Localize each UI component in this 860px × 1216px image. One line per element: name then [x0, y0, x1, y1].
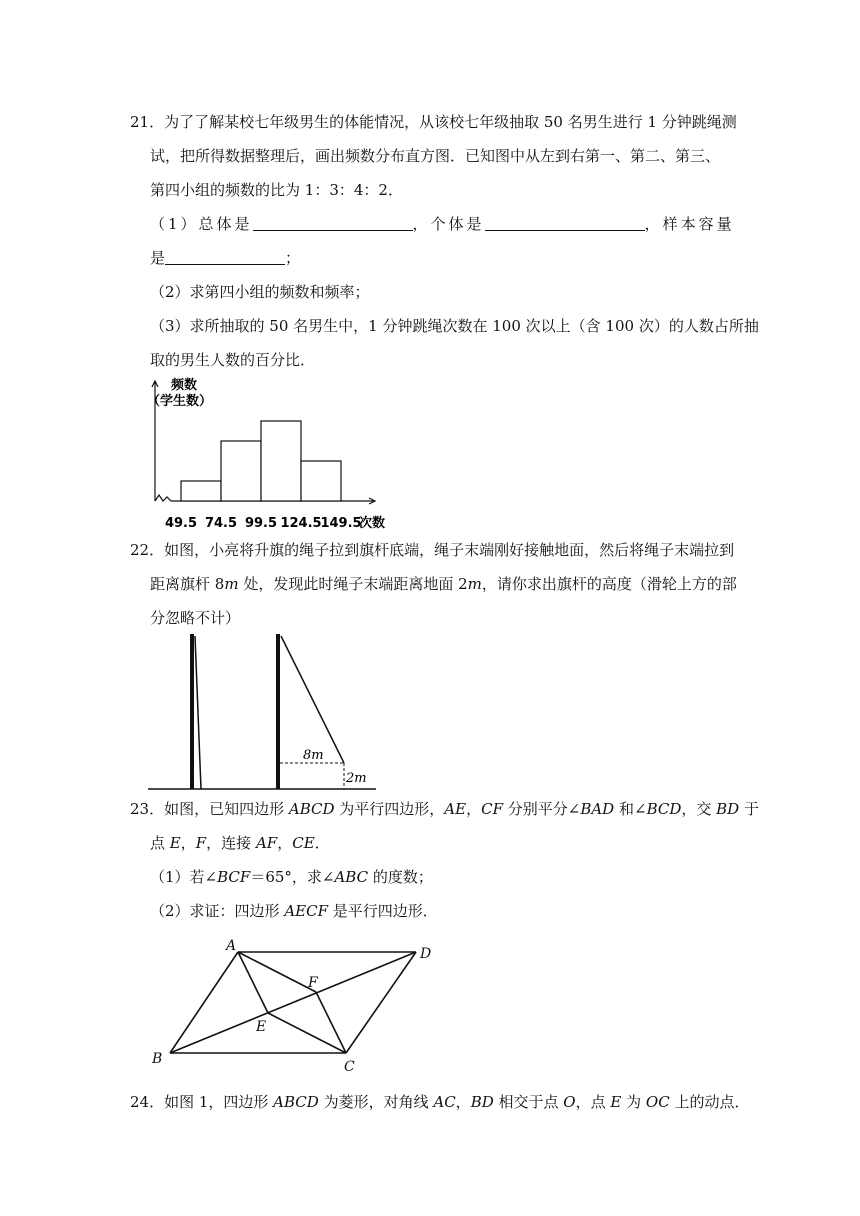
q23-e: E [169, 834, 181, 852]
q22-line-1: 22．如图，小亮将升旗的绳子拉到旗杆底端，绳子末端刚好接触地面，然后将绳子末端拉到 [130, 541, 735, 559]
q23-t2: 为平行四边形， [334, 800, 445, 818]
q23-line-2 [150, 833, 330, 853]
segment-ce [268, 1013, 346, 1053]
q21-line-1: 21．为了了解某校七年级男生的体能情况，从该校七年级抽取 50 名男生进行 1 分钟跳绳测 [130, 113, 737, 131]
q23-t11: ， [277, 834, 293, 852]
q23-p2-t1: （2）求证：四边形 [150, 902, 285, 920]
q23-part-1 [150, 867, 433, 887]
q23-abcd: ABCD [288, 800, 335, 818]
vertex-d-label: D [420, 946, 432, 962]
flagpole-figure [148, 632, 380, 792]
q23-bad: BAD [580, 800, 615, 818]
segment-cf [316, 992, 346, 1053]
label-2m: 2m [346, 771, 367, 786]
side-ab [170, 952, 238, 1053]
q23-bcd: BCD [646, 800, 682, 818]
q21-part-3-cont: 取的男生人数的百分比． [150, 351, 316, 369]
q24-bd: BD [470, 1093, 494, 1111]
histogram-bar [261, 421, 301, 501]
q23-t6: ，交 [681, 800, 717, 818]
vertex-c-label: C [344, 1059, 355, 1075]
q23-ce: CE [292, 834, 315, 852]
q24-t4: 相交于点 [493, 1093, 564, 1111]
point-f-label: F [308, 975, 318, 991]
q23-t10: ，连接 [206, 834, 256, 852]
q21-part-1-cont [150, 248, 300, 268]
q23-ae: AE [444, 800, 467, 818]
vertex-a-label: A [226, 938, 237, 954]
q22-text-c: ，请你求出旗杆的高度（滑轮上方的部 [481, 575, 737, 593]
q23-p1-abc: ABC [334, 868, 369, 886]
histogram-bar [181, 481, 221, 501]
x-tick-label: 74.5 [204, 516, 238, 531]
x-tick-label: 99.5 [244, 516, 278, 531]
q23-part-2 [150, 901, 438, 921]
q23-t3: ， [466, 800, 482, 818]
q21-line-3: 第四小组的频数的比为 1：3：4：2． [150, 181, 403, 199]
q23-t12: ． [314, 834, 330, 852]
answer-blank-total[interactable] [253, 215, 413, 231]
q21-line-2: 试，把所得数据整理后，画出频数分布直方图．已知图中从左到右第一、第二、第三、 [150, 147, 721, 165]
histogram-chart [145, 375, 395, 535]
q23-p1-t2: ＝65°，求∠ [250, 868, 335, 886]
diagonal-bd [170, 952, 416, 1053]
vertex-b-label: B [152, 1051, 163, 1067]
q24-abcd: ABCD [273, 1093, 319, 1111]
q24-oc: OC [645, 1093, 670, 1111]
rope-left [195, 636, 201, 789]
q23-t9: ， [180, 834, 196, 852]
x-tick-label: 149.5 [320, 516, 362, 531]
q24-ac: AC [433, 1093, 456, 1111]
point-e-label: E [256, 1019, 267, 1035]
q22-text-a: 距离旗杆 8 [150, 575, 225, 593]
q24-line-1 [130, 1092, 749, 1112]
q23-bd: BD [716, 800, 740, 818]
q21-p1-individual-label: ，个体是 [412, 215, 485, 233]
x-axis-label: 次数 [359, 516, 386, 531]
q24-t6: 为 [621, 1093, 646, 1111]
rope-right [281, 636, 344, 763]
q21-p1-sample-label: ，样本容量 [644, 215, 735, 233]
label-8m: 8m [303, 748, 324, 763]
q23-p1-t3: 的度数； [368, 868, 433, 886]
answer-blank-individual[interactable] [485, 215, 645, 231]
histogram-bar [301, 461, 341, 501]
q21-part-1 [150, 214, 735, 234]
q23-p2-aecf: AECF [284, 902, 328, 920]
q24-t2: 为菱形，对角线 [318, 1093, 434, 1111]
q21-p1-is: 是 [150, 249, 166, 267]
unit-m: m [224, 575, 239, 593]
q24-t3: ， [455, 1093, 471, 1111]
q24-t7: 上的动点． [669, 1093, 750, 1111]
answer-blank-sample-size[interactable] [165, 249, 285, 265]
q21-part-3: （3）求所抽取的 50 名男生中，1 分钟跳绳次数在 100 次以上（含 100 次）的人数占所抽 [150, 317, 759, 335]
q23-t1: 23．如图，已知四边形 [130, 800, 289, 818]
q23-t4: 分别平分∠ [502, 800, 581, 818]
q24-e: E [610, 1093, 622, 1111]
q23-af: AF [255, 834, 278, 852]
q23-p1-bcf: BCF [217, 868, 251, 886]
q22-text-b: 处，发现此时绳子末端距离地面 2 [238, 575, 468, 593]
y-axis-label-1: 频数 [171, 378, 198, 393]
q24-o: O [563, 1093, 576, 1111]
histogram-bar [221, 441, 261, 501]
q24-t1: 24．如图 1，四边形 [130, 1093, 274, 1111]
q23-t7: 于 [739, 800, 759, 818]
y-axis-label-2: （学生数） [147, 394, 213, 409]
segment-af [238, 952, 316, 992]
q22-line-2 [150, 574, 737, 594]
q21-part-2: （2）求第四小组的频数和频率； [150, 283, 370, 301]
q24-t5: ，点 [575, 1093, 611, 1111]
q23-f: F [195, 834, 207, 852]
q23-t8: 点 [150, 834, 170, 852]
q23-t5: 和∠ [614, 800, 647, 818]
q23-p2-t2: 是平行四边形． [327, 902, 438, 920]
q23-p1-t1: （1）若∠ [150, 868, 218, 886]
segment-ae [238, 952, 268, 1013]
q21-p1-total-label: （1）总体是 [150, 215, 253, 233]
q21-p1-semicolon: ； [285, 249, 301, 267]
x-tick-label: 124.5 [280, 516, 322, 531]
q23-cf: CF [481, 800, 503, 818]
q23-line-1 [130, 799, 759, 819]
parallelogram-figure [148, 935, 438, 1075]
x-tick-label: 49.5 [164, 516, 198, 531]
unit-m: m [467, 575, 482, 593]
q22-line-3: 分忽略不计） [150, 609, 241, 627]
